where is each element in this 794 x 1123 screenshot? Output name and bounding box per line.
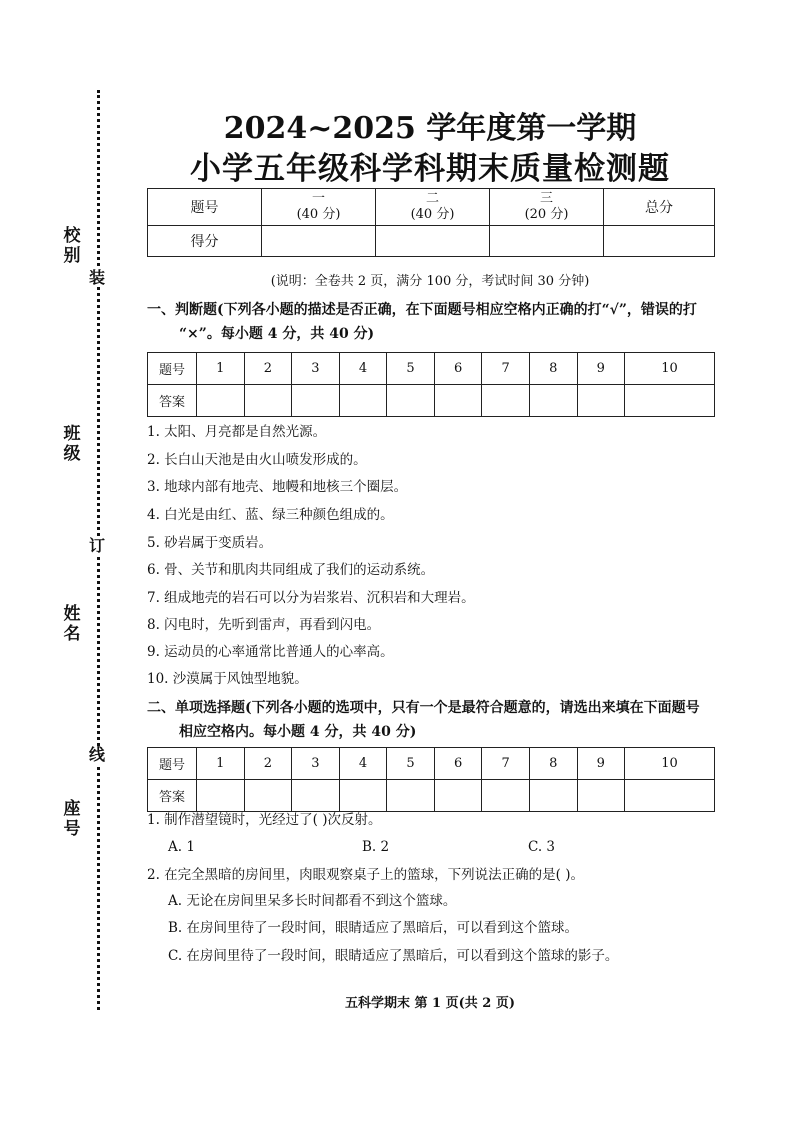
answer-table-answer-label: 答案 (148, 780, 197, 812)
question-number: 3 (292, 748, 340, 780)
binding-mark-zhuang: 装 (89, 268, 106, 287)
answer-cell[interactable] (339, 780, 387, 812)
section2-heading (147, 696, 717, 744)
name-label: 姓名 (63, 604, 81, 644)
question-number: 1 (197, 353, 245, 385)
question-number: 5 (387, 353, 435, 385)
true-false-question: 2. 长白山天池是由火山喷发形成的。 (147, 452, 367, 468)
question-number: 4 (339, 353, 387, 385)
exam-title-year: 2024~2025 学年度第一学期 (223, 111, 637, 146)
question-number: 8 (529, 748, 577, 780)
score-cell[interactable] (262, 226, 376, 257)
part1-points: (40 分) (296, 207, 341, 222)
score-table-header-label: 题号 (148, 189, 262, 226)
true-false-question: 7. 组成地壳的岩石可以分为岩浆岩、沉积岩和大理岩。 (147, 590, 475, 606)
exam-title-subject: 小学五年级科学科期末质量检测题 (190, 151, 670, 187)
question-number: 10 (625, 353, 715, 385)
true-false-question: 1. 太阳、月亮都是自然光源。 (147, 424, 327, 440)
answer-cell[interactable] (577, 385, 625, 417)
answer-table-number-label: 题号 (148, 353, 197, 385)
question-number: 1 (197, 748, 245, 780)
true-false-question: 4. 白光是由红、蓝、绿三种颜色组成的。 (147, 507, 394, 523)
score-cell[interactable] (604, 226, 715, 257)
part2-label: 二 (425, 191, 439, 206)
answer-cell[interactable] (292, 385, 340, 417)
question-number: 9 (577, 748, 625, 780)
answer-cell[interactable] (482, 385, 530, 417)
question-number: 7 (482, 748, 530, 780)
score-table-total: 总分 (604, 189, 715, 226)
score-cell[interactable] (376, 226, 490, 257)
section1-heading-line2: “×”。每小题 4 分，共 40 分) (179, 326, 375, 342)
choice-option: B. 2 (362, 839, 390, 855)
page-footer: 五科学期末 第 1 页(共 2 页) (344, 996, 516, 1011)
answer-cell[interactable] (244, 385, 292, 417)
section2-heading-line2: 相应空格内。每小题 4 分，共 40 分) (179, 724, 417, 740)
part1-label: 一 (311, 191, 325, 206)
choice-option: B. 在房间里待了一段时间，眼睛适应了黑暗后，可以看到这个篮球。 (168, 920, 579, 936)
binding-mark-ding: 订 (89, 536, 106, 555)
section2-answer-table (147, 747, 715, 812)
question-number: 8 (529, 353, 577, 385)
true-false-question: 9. 运动员的心率通常比普通人的心率高。 (147, 644, 394, 660)
choice-question-stem: 2. 在完全黑暗的房间里，肉眼观察桌子上的篮球，下列说法正确的是( )。 (147, 867, 584, 883)
section1-answer-table (147, 352, 715, 417)
choice-option: C. 在房间里待了一段时间，眼睛适应了黑暗后，可以看到这个篮球的影子。 (168, 948, 619, 964)
answer-cell[interactable] (577, 780, 625, 812)
true-false-question: 10. 沙漠属于风蚀型地貌。 (147, 671, 308, 687)
question-number: 5 (387, 748, 435, 780)
question-number: 10 (625, 748, 715, 780)
binding-mark-xian: 线 (89, 745, 106, 764)
question-number: 7 (482, 353, 530, 385)
answer-cell[interactable] (482, 780, 530, 812)
exam-instructions: (说明：全卷共 2 页，满分 100 分，考试时间 30 分钟) (270, 274, 590, 289)
choice-question-stem: 1. 制作潜望镜时，光经过了( )次反射。 (147, 812, 382, 828)
true-false-question: 3. 地球内部有地壳、地幔和地核三个圈层。 (147, 479, 408, 495)
score-table-part2 (376, 189, 490, 226)
answer-cell[interactable] (244, 780, 292, 812)
section2-heading-line1: 二、单项选择题(下列各小题的选项中，只有一个是最符合题意的，请选出来填在下面题号 (147, 700, 700, 716)
answer-cell[interactable] (387, 780, 435, 812)
question-number: 6 (434, 748, 482, 780)
true-false-question: 6. 骨、关节和肌肉共同组成了我们的运动系统。 (147, 562, 435, 578)
class-label: 班级 (63, 424, 81, 464)
score-table (147, 188, 715, 257)
question-number: 2 (244, 748, 292, 780)
answer-cell[interactable] (625, 780, 715, 812)
true-false-question: 5. 砂岩属于变质岩。 (147, 535, 273, 551)
choice-option: A. 无论在房间里呆多长时间都看不到这个篮球。 (168, 893, 457, 909)
answer-table-answer-label: 答案 (148, 385, 197, 417)
school-label: 校别 (63, 226, 81, 266)
answer-cell[interactable] (434, 385, 482, 417)
score-table-part3 (490, 189, 604, 226)
choice-option: C. 3 (528, 839, 556, 855)
answer-cell[interactable] (434, 780, 482, 812)
section1-heading-line1: 一、判断题(下列各小题的描述是否正确，在下面题号相应空格内正确的打“√”，错误的打 (147, 302, 697, 318)
question-number: 9 (577, 353, 625, 385)
question-number: 3 (292, 353, 340, 385)
part3-points: (20 分) (524, 207, 569, 222)
part3-label: 三 (539, 191, 553, 206)
score-cell[interactable] (490, 226, 604, 257)
answer-cell[interactable] (339, 385, 387, 417)
answer-cell[interactable] (625, 385, 715, 417)
score-table-part1 (262, 189, 376, 226)
answer-cell[interactable] (387, 385, 435, 417)
section1-heading (147, 298, 717, 346)
question-number: 4 (339, 748, 387, 780)
choice-option: A. 1 (168, 839, 195, 855)
true-false-question: 8. 闪电时，先听到雷声，再看到闪电。 (147, 617, 381, 633)
seat-label: 座号 (63, 799, 81, 839)
question-number: 2 (244, 353, 292, 385)
answer-table-number-label: 题号 (148, 748, 197, 780)
part2-points: (40 分) (410, 207, 455, 222)
question-number: 6 (434, 353, 482, 385)
answer-cell[interactable] (197, 780, 245, 812)
answer-cell[interactable] (529, 780, 577, 812)
score-row-label: 得分 (148, 226, 262, 257)
answer-cell[interactable] (292, 780, 340, 812)
answer-cell[interactable] (197, 385, 245, 417)
answer-cell[interactable] (529, 385, 577, 417)
